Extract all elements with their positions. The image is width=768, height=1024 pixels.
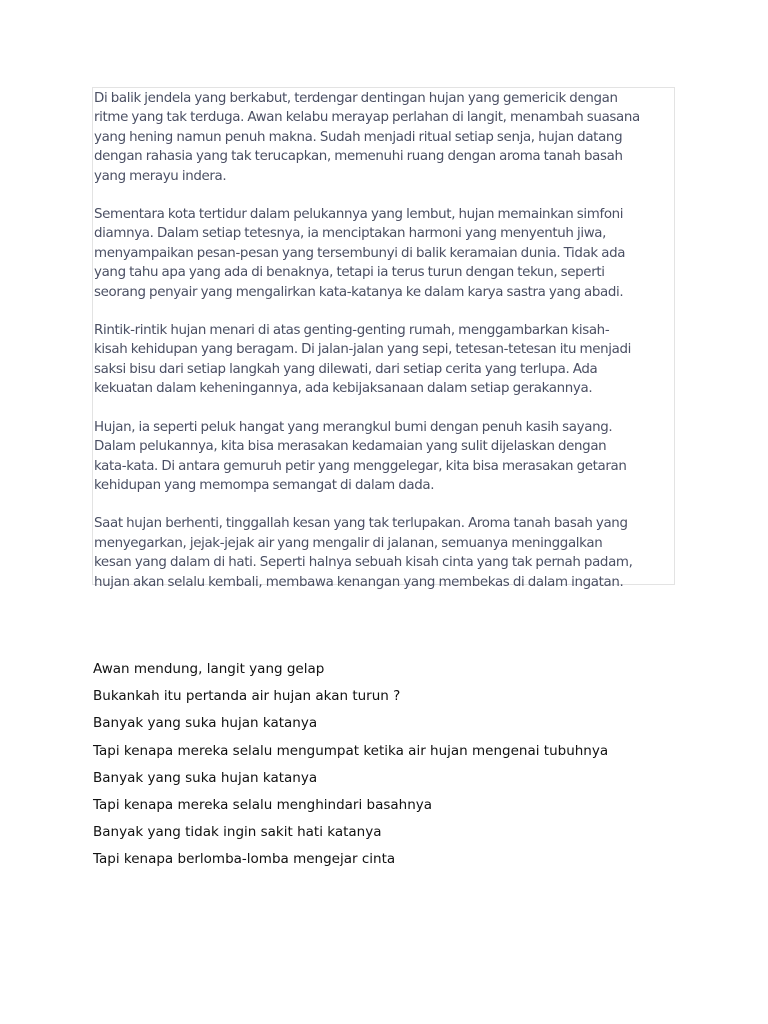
poem-line: Banyak yang tidak ingin sakit hati katanya: [93, 824, 382, 841]
prose-line: diamnya. Dalam setiap tetesnya, ia menciptakan harmoni yang menyentuh jiwa,: [94, 226, 607, 242]
prose-line: dengan rahasia yang tak terucapkan, memenuhi ruang dengan aroma tanah basah: [94, 149, 623, 165]
prose-paragraph-2: [94, 205, 674, 302]
prose-line: Di balik jendela yang berkabut, terdengar dentingan hujan yang gemericik dengan: [94, 91, 618, 106]
prose-line: seorang penyair yang mengalirkan kata-katanya ke dalam karya sastra yang abadi.: [94, 284, 624, 300]
prose-line: yang hening namun penuh makna. Sudah menjadi ritual setiap senja, hujan datang: [94, 129, 623, 145]
prose-paragraph-4: [94, 418, 674, 496]
prose-line: kehidupan yang memompa semangat di dalam dada.: [94, 477, 435, 493]
poem-line: Bukankah itu pertanda air hujan akan turun ?: [93, 688, 401, 705]
prose-line: menyampaikan pesan-pesan yang tersembunyi di balik keramaian dunia. Tidak ada: [94, 245, 626, 261]
prose-line: yang tahu apa yang ada di benaknya, tetapi ia terus turun dengan tekun, seperti: [94, 265, 605, 281]
prose-line: ritme yang tak terduga. Awan kelabu merayap perlahan di langit, menambah suasana: [94, 110, 640, 126]
poem-line: Banyak yang suka hujan katanya: [93, 769, 318, 786]
prose-paragraph-3: [94, 321, 674, 399]
prose-line: kekuatan dalam keheningannya, ada kebijaksanaan dalam setiap gerakannya.: [94, 381, 593, 397]
prose-line: Hujan, ia seperti peluk hangat yang merangkul bumi dengan penuh kasih sayang.: [94, 419, 613, 435]
poem-line: Tapi kenapa mereka selalu menghindari basahnya: [93, 796, 433, 813]
prose-line: Sementara kota tertidur dalam pelukannya yang lembut, hujan memainkan simfoni: [94, 207, 624, 223]
prose-line: kesan yang dalam di hati. Seperti halnya sebuah kisah cinta yang tak pernah padam,: [94, 555, 633, 571]
poem-line: Tapi kenapa berlomba-lomba mengejar cinta: [93, 851, 396, 868]
poem: [93, 660, 608, 878]
prose-line: Saat hujan berhenti, tinggallah kesan yang tak terlupakan. Aroma tanah basah yang: [94, 516, 628, 532]
prose-line: hujan akan selalu kembali, membawa kenangan yang membekas di dalam ingatan.: [94, 574, 624, 590]
prose-line: yang merayu indera.: [94, 168, 227, 184]
prose-line: kisah kehidupan yang beragam. Di jalan-jalan yang sepi, tetesan-tetesan itu menjadi: [94, 342, 631, 358]
poem-line: Awan mendung, langit yang gelap: [93, 661, 325, 677]
prose-paragraph-5: [94, 514, 674, 592]
prose-line: kata-kata. Di antara gemuruh petir yang menggelegar, kita bisa merasakan getaran: [94, 458, 627, 474]
poem-line: Banyak yang suka hujan katanya: [93, 715, 318, 732]
poem-line: Tapi kenapa mereka selalu mengumpat ketika air hujan mengenai tubuhnya: [93, 742, 609, 759]
prose-box: [92, 87, 675, 590]
prose-paragraph-1: [94, 89, 674, 186]
prose-line: saksi bisu dari setiap langkah yang dilewati, dari setiap cerita yang terlupa. Ada: [94, 361, 598, 377]
prose-line: menyegarkan, jejak-jejak air yang mengalir di jalanan, semuanya meninggalkan: [94, 535, 603, 551]
prose-line: Dalam pelukannya, kita bisa merasakan kedamaian yang sulit dijelaskan dengan: [94, 439, 607, 455]
prose-line: Rintik-rintik hujan menari di atas genting-genting rumah, menggambarkan kisah-: [94, 323, 610, 339]
